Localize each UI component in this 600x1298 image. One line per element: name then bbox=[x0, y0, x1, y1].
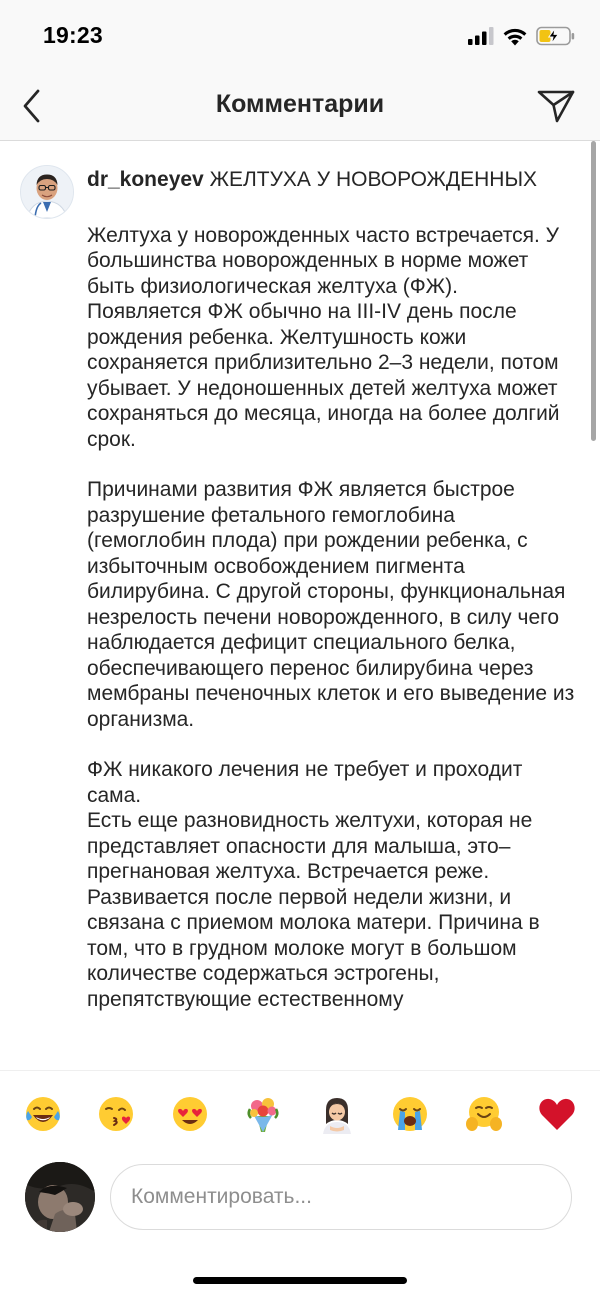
author-avatar[interactable] bbox=[20, 165, 74, 219]
caption-paragraph: ФЖ никакого лечения не требует и проходит сама. bbox=[87, 758, 523, 807]
caption-paragraph: Есть еще разновидность желтухи, которая не представляет опасности для малыша, это– прегнановая желтуха. Встречается реже. Развивается после первой недели жизни, и связана с приемом молока матери. Причина в том, что в грудном молоке могут в большом количестве содержаться эстрогены, препятствующие естественному bbox=[87, 809, 540, 1011]
wifi-icon bbox=[502, 27, 528, 46]
home-indicator[interactable] bbox=[193, 1277, 407, 1284]
bouquet-emoji-icon bbox=[243, 1094, 283, 1134]
doctor-portrait-icon bbox=[21, 166, 73, 218]
emoji-button[interactable] bbox=[387, 1091, 433, 1137]
caption-headline bbox=[87, 167, 577, 193]
page-title: Комментарии bbox=[215, 90, 385, 118]
paper-plane-icon bbox=[536, 86, 576, 126]
tears-of-joy-emoji-icon bbox=[23, 1094, 63, 1134]
navigation-header bbox=[0, 72, 600, 141]
battery-charging-icon bbox=[536, 26, 576, 46]
caption-paragraph: Причинами развития ФЖ является быстрое разрушение фетального гемоглобина (гемоглобин плода) при рождении ребенка, с избыточным освобождением пигмента билирубина. С другой стороны, функциональная незрелость печени новорожденного, в силу чего наблюдается дефицит специального белка, обеспечивающего перенос билирубина через мембраны печеночных клеток и его выведение из организма. bbox=[87, 478, 575, 731]
emoji-button[interactable] bbox=[167, 1091, 213, 1137]
blowing-kiss-emoji-icon bbox=[96, 1094, 136, 1134]
signal-icon bbox=[468, 27, 494, 45]
woman-bowing-emoji-icon bbox=[317, 1094, 357, 1134]
red-heart-emoji-icon bbox=[537, 1094, 577, 1134]
emoji-button[interactable] bbox=[314, 1091, 360, 1137]
author-username[interactable]: dr_koneyev bbox=[87, 168, 204, 191]
emoji-button[interactable] bbox=[461, 1091, 507, 1137]
scrollbar[interactable] bbox=[591, 141, 596, 441]
emoji-button[interactable] bbox=[93, 1091, 139, 1137]
caption-text bbox=[87, 167, 577, 1012]
user-avatar[interactable] bbox=[25, 1162, 95, 1232]
comment-input[interactable] bbox=[110, 1164, 572, 1230]
share-button[interactable] bbox=[536, 86, 576, 126]
emoji-button[interactable] bbox=[20, 1091, 66, 1137]
post-headline: ЖЕЛТУХА У НОВОРОЖДЕННЫХ bbox=[209, 168, 538, 191]
user-photo-icon bbox=[25, 1162, 95, 1232]
emoji-quick-reactions bbox=[0, 1070, 600, 1156]
emoji-button[interactable] bbox=[534, 1091, 580, 1137]
status-icons bbox=[468, 24, 576, 48]
comment-composer bbox=[0, 1156, 600, 1298]
status-bar bbox=[0, 0, 600, 72]
post-caption-area bbox=[0, 141, 600, 1070]
loudly-crying-emoji-icon bbox=[390, 1094, 430, 1134]
caption-paragraph: Желтуха у новорожденных часто встречается. У большинства новорожденных в норме может быть физиологическая желтуха (ФЖ). Появляется ФЖ обычно на III-IV день после рождения ребенка. Желтушность кожи сохраняется приблизительно 2–3 недели, потом убывает. У недоношенных детей желтуха может сохраняться до месяца, иногда на более долгий срок. bbox=[87, 223, 560, 451]
status-time: 19:23 bbox=[43, 22, 103, 48]
hugging-face-emoji-icon bbox=[464, 1094, 504, 1134]
emoji-button[interactable] bbox=[240, 1091, 286, 1137]
heart-eyes-emoji-icon bbox=[170, 1094, 210, 1134]
